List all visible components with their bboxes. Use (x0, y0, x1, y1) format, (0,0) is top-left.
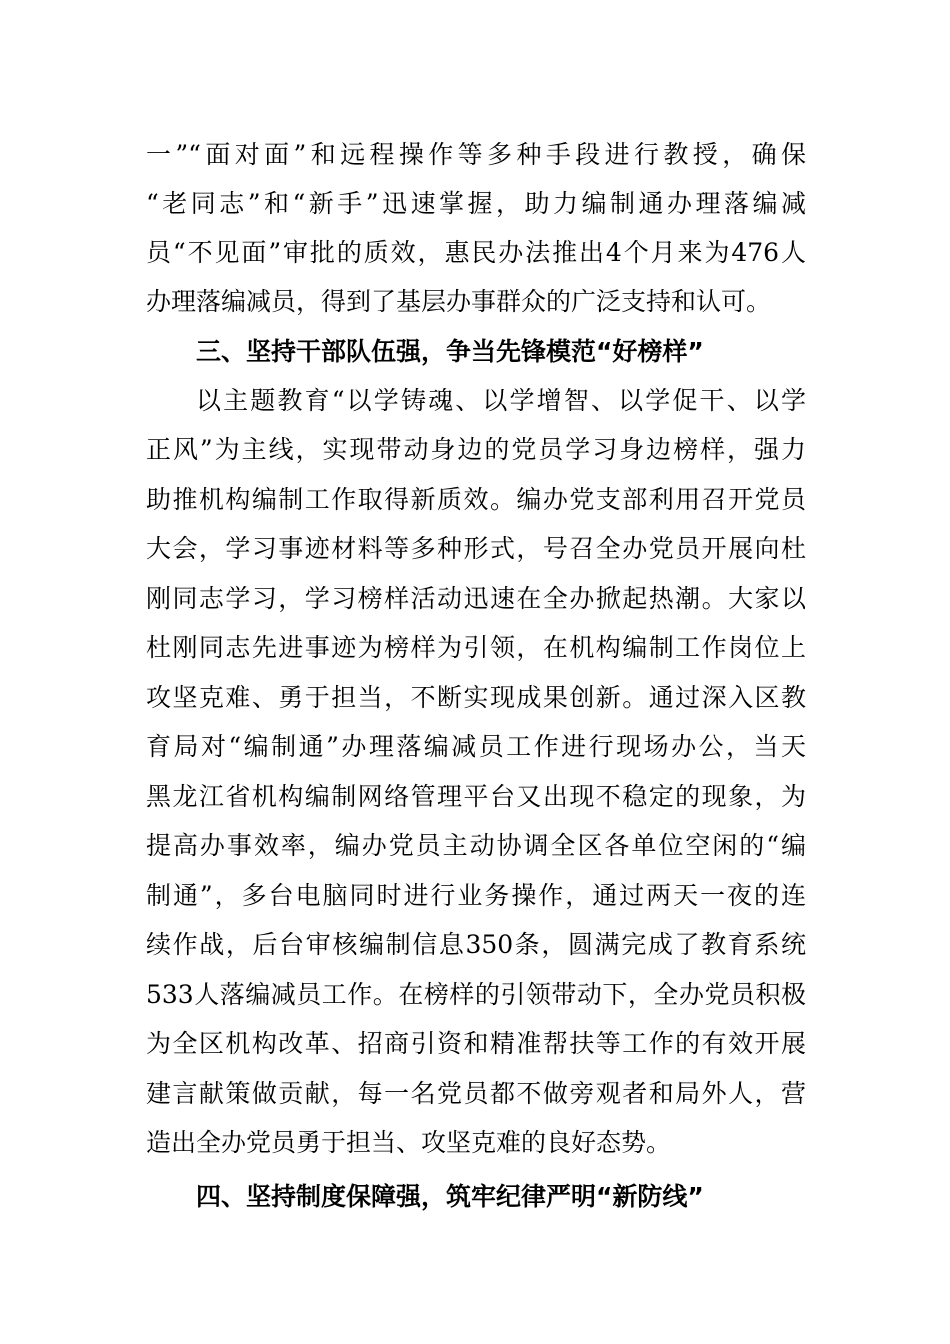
paragraph-line: 造出全办党员勇于担当、攻坚克难的良好态势。 (146, 1128, 672, 1157)
section-heading-4: 四、坚持制度保障强，筑牢纪律严明“新防线” (196, 1182, 704, 1211)
section-heading-3: 三、坚持干部队伍强，争当先锋模范“好榜样” (196, 337, 704, 366)
paragraph-line: 员“不见面”审批的质效，惠民办法推出4个月来为476人 (146, 238, 806, 267)
paragraph-line: 533人落编减员工作。在榜样的引领带动下，全办党员积极 (146, 980, 806, 1009)
paragraph-line: 大会，学习事迹材料等多种形式，号召全办党员开展向杜 (146, 534, 806, 563)
paragraph-line: 助推机构编制工作取得新质效。编办党支部利用召开党员 (146, 485, 806, 514)
paragraph-line: 正风”为主线，实现带动身边的党员学习身边榜样，强力 (146, 435, 806, 464)
paragraph-line: 制通”，多台电脑同时进行业务操作，通过两天一夜的连 (146, 881, 806, 910)
paragraph-line: 育局对“编制通”办理落编减员工作进行现场办公，当天 (146, 732, 806, 761)
paragraph-line: 提高办事效率，编办党员主动协调全区各单位空闲的“编 (146, 831, 806, 860)
paragraph-line: “老同志”和“新手”迅速掌握，助力编制通办理落编减 (146, 189, 806, 218)
paragraph-line: 攻坚克难、勇于担当，不断实现成果创新。通过深入区教 (146, 683, 806, 712)
paragraph-line: 杜刚同志先进事迹为榜样为引领，在机构编制工作岗位上 (146, 633, 806, 662)
paragraph-line: 一”“面对面”和远程操作等多种手段进行教授，确保 (146, 140, 806, 169)
paragraph-line: 建言献策做贡献，每一名党员都不做旁观者和局外人，营 (146, 1079, 806, 1108)
paragraph-line: 刚同志学习，学习榜样活动迅速在全办掀起热潮。大家以 (146, 584, 806, 613)
paragraph-line: 为全区机构改革、招商引资和精准帮扶等工作的有效开展 (146, 1029, 806, 1058)
paragraph-line: 办理落编减员，得到了基层办事群众的广泛支持和认可。 (146, 287, 772, 316)
paragraph-line: 续作战，后台审核编制信息350条，圆满完成了教育系统 (146, 930, 806, 959)
paragraph-line: 以主题教育“以学铸魂、以学增智、以学促干、以学 (196, 386, 806, 415)
paragraph-line: 黑龙江省机构编制网络管理平台又出现不稳定的现象，为 (146, 782, 806, 811)
